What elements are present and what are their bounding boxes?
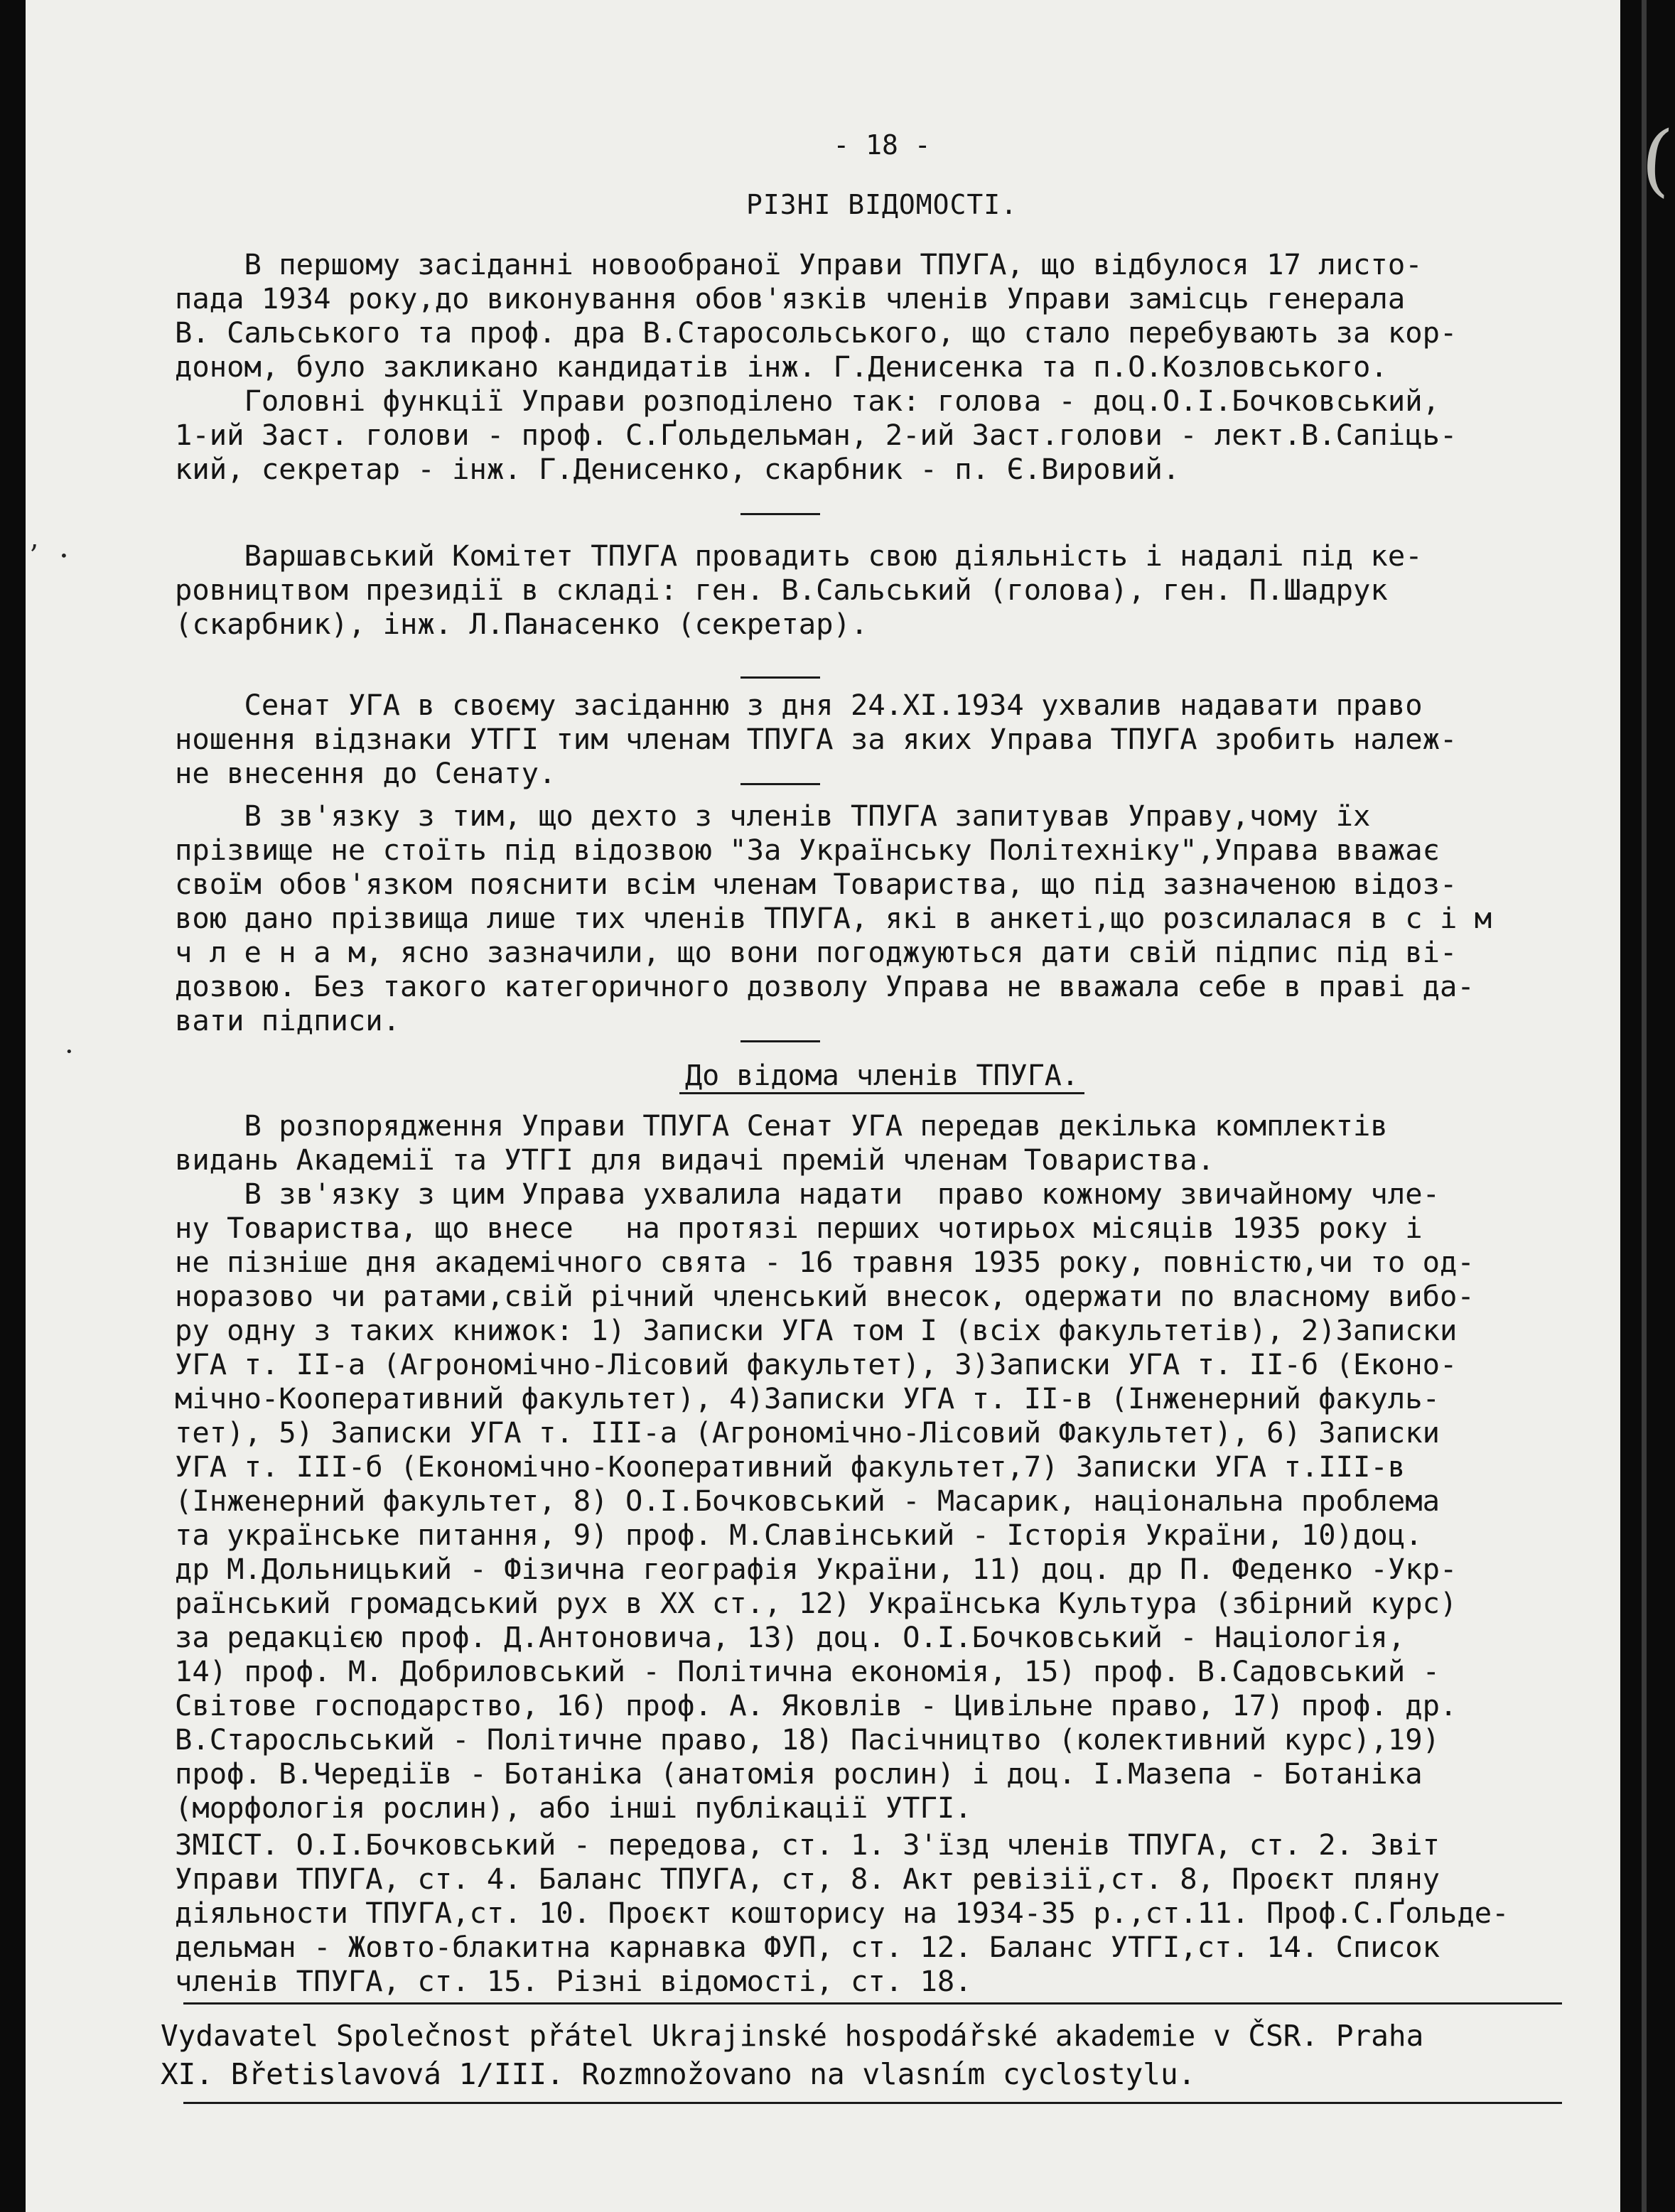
scan-edge-line bbox=[1642, 0, 1647, 2212]
text-line: ношення відзнаки УТГІ тим членам ТПУГА за яких Управа ТПУГА зробить належ- bbox=[175, 722, 1458, 756]
text-line: 14) проф. М. Добриловський - Політична економія, 15) проф. В.Садовський - bbox=[175, 1654, 1440, 1688]
text-line: діяльности ТПУГА,ст. 10. Проєкт кошторису на 1934-35 р.,ст.11. Проф.С.Ґольде- bbox=[175, 1896, 1509, 1930]
text-line: др М.Дольницький - Фізична географія України, 11) доц. др П. Феденко -Укр- bbox=[175, 1552, 1458, 1586]
text-line: (Інженерний факультет, 8) О.І.Бочковський - Масарик, національна проблема bbox=[175, 1484, 1440, 1518]
text-line: ру одну з таких книжок: 1) Записки УГА том I (всіх факультетів), 2)Записки bbox=[175, 1313, 1458, 1347]
text-line: В.Старосльський - Політичне право, 18) Пасічництво (колективний курс),19) bbox=[175, 1722, 1440, 1757]
text-line: ну Товариства, що внесе на протязі перших чотирьох місяців 1935 року і bbox=[175, 1211, 1423, 1245]
text-line: (скарбник), інж. Л.Панасенко (секретар). bbox=[175, 607, 868, 641]
margin-tick-mark: ʼ bbox=[28, 540, 38, 573]
imprint-line: XI. Břetislavová 1/III. Rozmnožovano na vlasním cyclostylu. bbox=[161, 2057, 1196, 2091]
text-line: (морфологія рослин), або інші публікації УТГІ. bbox=[175, 1791, 972, 1825]
section-heading bbox=[175, 1059, 1589, 1093]
section-new-board bbox=[175, 247, 1589, 486]
text-line: ровництвом президії в складі: ген. В.Сальський (голова), ген. П.Шадрук bbox=[175, 573, 1388, 607]
text-line: В. Сальського та проф. дра В.Старосольського, що стало перебувають за кор- bbox=[175, 315, 1458, 350]
section-divider bbox=[740, 783, 820, 785]
text-line: УГА т. II-а (Агрономічно-Лісовий факультет), 3)Записки УГА т. II-б (Еконо- bbox=[175, 1347, 1458, 1381]
section-appeal-signatures bbox=[175, 799, 1589, 1037]
footer-top-rule bbox=[183, 2002, 1562, 2005]
text-line: тет), 5) Записки УГА т. III-а (Агрономічно-Лісовий Факультет), 6) Записки bbox=[175, 1415, 1440, 1450]
text-line: ЗМІСТ. О.І.Бочковський - передова, ст. 1. З'їзд членів ТПУГА, ст. 2. Звіт bbox=[175, 1828, 1440, 1862]
imprint bbox=[161, 2017, 1423, 2093]
text-line: вою дано прізвища лише тих членів ТПУГА, які в анкеті,що розсилалася в с і м bbox=[175, 901, 1492, 935]
text-line: Управи ТПУГА, ст. 4. Баланс ТПУГА, ст, 8. Акт ревізії,ст. 8, Проєкт пляну bbox=[175, 1862, 1440, 1896]
subheading-text: До відома членів ТПУГА. bbox=[679, 1059, 1084, 1094]
section-divider bbox=[740, 676, 820, 679]
text-line: В першому засіданні новообраної Управи ТПУГА, що відбулося 17 листо- bbox=[175, 247, 1423, 281]
page-number: - 18 - bbox=[833, 129, 931, 161]
section-contents bbox=[175, 1828, 1589, 1998]
section-book-premiums bbox=[175, 1108, 1589, 1825]
section-warsaw-committee bbox=[175, 539, 1589, 641]
text-line: УГА т. III-б (Економічно-Кооперативний факультет,7) Записки УГА т.III-в bbox=[175, 1450, 1406, 1484]
text-line: прізвище не стоїть під відозвою "За Українську Політехніку",Управа вважає bbox=[175, 833, 1440, 867]
text-line: не пізніше дня академічного свята - 16 травня 1935 року, повністю,чи то од- bbox=[175, 1245, 1475, 1279]
page-title: РІЗНІ ВІДОМОСТІ. bbox=[745, 189, 1018, 220]
imprint-line: Vydavatel Společnost přátel Ukrajinské hospodářské akademie v ČSR. Praha bbox=[161, 2019, 1424, 2053]
section-divider bbox=[740, 1040, 820, 1042]
text-line: вати підписи. bbox=[175, 1003, 400, 1037]
text-line: своїм обов'язком пояснити всім членам Товариства, що під зазначеною відоз- bbox=[175, 867, 1458, 901]
section-senate bbox=[175, 688, 1589, 790]
text-line: В зв'язку з цим Управа ухвалила надати право кожному звичайному чле- bbox=[175, 1177, 1440, 1211]
footer-bottom-rule bbox=[183, 2102, 1562, 2104]
text-line: дельман - Жовто-блакитна карнавка ФУП, ст. 12. Баланс УТГІ,ст. 14. Список bbox=[175, 1930, 1440, 1964]
margin-paren-mark: ( bbox=[1638, 112, 1675, 206]
text-line: раїнський громадський рух в XX ст., 12) Українська Культура (збірний курс) bbox=[175, 1586, 1458, 1620]
text-line: кий, секретар - інж. Г.Денисенко, скарбник - п. Є.Вировий. bbox=[175, 452, 1180, 486]
margin-dot-mark-2: • bbox=[65, 1045, 73, 1059]
text-line: Варшавський Комітет ТПУГА провадить свою діяльність і надалі під ке- bbox=[175, 539, 1423, 573]
text-line: норазово чи ратами,свій річний членський внесок, одержати по власному вибо- bbox=[175, 1279, 1475, 1313]
text-line: пада 1934 року,до виконування обов'язків членів Управи замісць генерала bbox=[175, 281, 1406, 315]
text-line: В зв'язку з тим, що дехто з членів ТПУГА запитував Управу,чому їх bbox=[175, 799, 1371, 833]
text-line: за редакцією проф. Д.Антоновича, 13) доц. О.І.Бочковський - Націологія, bbox=[175, 1620, 1406, 1654]
text-line: членів ТПУГА, ст. 15. Різні відомості, ст. 18. bbox=[175, 1964, 972, 1998]
scan-right-border bbox=[1620, 0, 1675, 2212]
text-line: Головні функції Управи розподілено так: голова - доц.О.І.Бочковський, bbox=[175, 384, 1440, 418]
text-line: В розпорядження Управи ТПУГА Сенат УГА передав декілька комплектів bbox=[175, 1108, 1388, 1143]
text-line: проф. В.Чередіїв - Ботаніка (анатомія рослин) і доц. І.Мазепа - Ботаніка bbox=[175, 1757, 1423, 1791]
text-line: доном, було закликано кандидатів інж. Г.Денисенка та п.О.Козловського. bbox=[175, 350, 1388, 384]
text-line: ч л е н а м, ясно зазначили, що вони погоджуються дати свій підпис під ві- bbox=[175, 935, 1458, 969]
margin-dot-mark: • bbox=[60, 547, 68, 564]
text-line: мічно-Кооперативний факультет), 4)Записки УГА т. II-в (Інженерний факуль- bbox=[175, 1381, 1440, 1415]
text-line: та українське питання, 9) проф. М.Славінський - Історія України, 10)доц. bbox=[175, 1518, 1423, 1552]
text-line: видань Академії та УТГІ для видачі премій членам Товариства. bbox=[175, 1143, 1214, 1177]
text-line: Світове господарство, 16) проф. А. Яковлів - Цивільне право, 17) проф. др. bbox=[175, 1688, 1458, 1722]
text-line: 1-ий Заст. голови - проф. С.Ґольдельман, 2-ий Заст.голови - лект.В.Сапіць- bbox=[175, 418, 1458, 452]
text-line: Сенат УГА в своєму засіданню з дня 24.XI.1934 ухвалив надавати право bbox=[175, 688, 1423, 722]
section-divider bbox=[740, 513, 820, 515]
text-line: дозвою. Без такого категоричного дозволу Управа не вважала себе в праві да- bbox=[175, 969, 1475, 1003]
text-line: не внесення до Сенату. bbox=[175, 756, 556, 790]
